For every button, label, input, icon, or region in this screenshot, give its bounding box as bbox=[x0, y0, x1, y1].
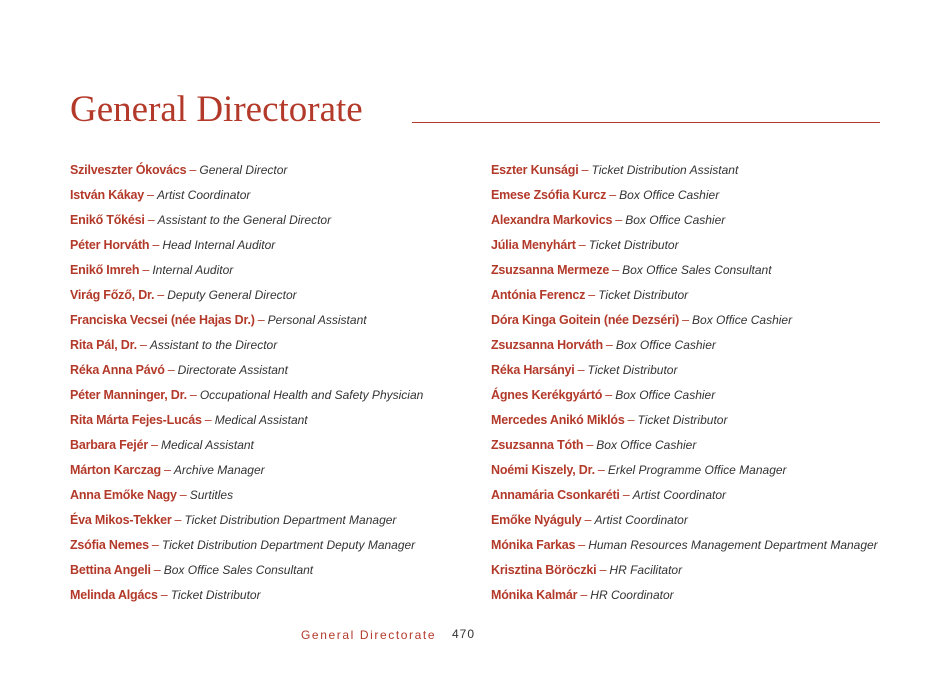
dash-separator: – bbox=[139, 338, 147, 352]
staff-name: Dóra Kinga Goitein (née Dezséri) bbox=[491, 313, 680, 327]
staff-role: General Director bbox=[199, 163, 288, 177]
staff-entry bbox=[491, 235, 878, 260]
staff-role: Assistant to the Director bbox=[149, 338, 278, 352]
staff-entry bbox=[491, 185, 878, 210]
dash-separator: – bbox=[627, 413, 635, 427]
staff-role: Box Office Cashier bbox=[625, 213, 726, 227]
staff-role: Surtitles bbox=[189, 488, 234, 502]
staff-role: HR Coordinator bbox=[590, 588, 674, 602]
staff-entry bbox=[491, 260, 878, 285]
staff-entry bbox=[491, 460, 878, 485]
staff-name: Melinda Algács bbox=[70, 588, 158, 602]
staff-name: Júlia Menyhárt bbox=[491, 238, 576, 252]
staff-name: Mónika Kalmár bbox=[491, 588, 578, 602]
staff-name: Zsófia Nemes bbox=[70, 538, 149, 552]
dash-separator: – bbox=[577, 363, 585, 377]
dash-separator: – bbox=[597, 463, 605, 477]
staff-role: Erkel Programme Office Manager bbox=[607, 463, 787, 477]
staff-entry bbox=[70, 510, 423, 535]
staff-name: Enikő Tőkési bbox=[70, 213, 145, 227]
title-rule bbox=[412, 122, 880, 123]
staff-role: Head Internal Auditor bbox=[162, 238, 276, 252]
dash-separator: – bbox=[682, 313, 690, 327]
staff-role: Ticket Distributor bbox=[170, 588, 261, 602]
staff-entry bbox=[491, 485, 878, 510]
staff-role: Ticket Distributor bbox=[587, 363, 678, 377]
staff-name: Zsuzsanna Horváth bbox=[491, 338, 603, 352]
staff-name: Zsuzsanna Mermeze bbox=[491, 263, 610, 277]
staff-role: Box Office Sales Consultant bbox=[163, 563, 314, 577]
staff-name: Alexandra Markovics bbox=[491, 213, 613, 227]
staff-name: Szilveszter Ókovács bbox=[70, 163, 187, 177]
staff-role: Assistant to the General Director bbox=[157, 213, 332, 227]
staff-entry bbox=[491, 160, 878, 185]
staff-entry bbox=[70, 335, 423, 360]
dash-separator: – bbox=[580, 588, 588, 602]
staff-entry bbox=[70, 585, 423, 610]
dash-separator: – bbox=[160, 588, 168, 602]
dash-separator: – bbox=[578, 238, 586, 252]
dash-separator: – bbox=[612, 263, 620, 277]
staff-entry bbox=[70, 360, 423, 385]
staff-entry bbox=[70, 260, 423, 285]
dash-separator: – bbox=[147, 213, 155, 227]
staff-role: Archive Manager bbox=[173, 463, 265, 477]
staff-list-right bbox=[491, 160, 878, 610]
dash-separator: – bbox=[153, 563, 161, 577]
staff-role: Ticket Distribution Department Deputy Manager bbox=[161, 538, 416, 552]
staff-entry bbox=[70, 435, 423, 460]
staff-role: Artist Coordinator bbox=[594, 513, 688, 527]
staff-entry bbox=[491, 210, 878, 235]
staff-role: Box Office Cashier bbox=[596, 438, 697, 452]
staff-role: Box Office Cashier bbox=[619, 188, 720, 202]
staff-name: Annamária Csonkaréti bbox=[491, 488, 620, 502]
dash-separator: – bbox=[622, 488, 630, 502]
dash-separator: – bbox=[157, 288, 165, 302]
dash-separator: – bbox=[586, 438, 594, 452]
staff-entry bbox=[70, 160, 423, 185]
staff-role: Box Office Cashier bbox=[615, 338, 716, 352]
dash-separator: – bbox=[257, 313, 265, 327]
footer-section-label: General Directorate bbox=[301, 628, 437, 642]
staff-name: Réka Harsányi bbox=[491, 363, 575, 377]
staff-entry bbox=[70, 410, 423, 435]
staff-role: Ticket Distributor bbox=[598, 288, 689, 302]
staff-entry bbox=[491, 285, 878, 310]
staff-role: Artist Coordinator bbox=[157, 188, 251, 202]
dash-separator: – bbox=[151, 438, 158, 452]
staff-name: Enikő Imreh bbox=[70, 263, 140, 277]
staff-role: Directorate Assistant bbox=[177, 363, 288, 377]
dash-separator: – bbox=[588, 288, 596, 302]
staff-entry bbox=[491, 435, 878, 460]
page-number: 470 bbox=[452, 627, 476, 641]
staff-entry bbox=[70, 460, 423, 485]
staff-role: Deputy General Director bbox=[167, 288, 297, 302]
staff-role: Ticket Distribution Assistant bbox=[591, 163, 739, 177]
dash-separator: – bbox=[605, 388, 613, 402]
staff-entry bbox=[70, 535, 423, 560]
staff-name: Rita Márta Fejes-Lucás bbox=[70, 413, 202, 427]
staff-role: Medical Assistant bbox=[214, 413, 308, 427]
dash-separator: – bbox=[189, 163, 197, 177]
staff-name: Virág Főző, Dr. bbox=[70, 288, 155, 302]
dash-separator: – bbox=[151, 538, 159, 552]
staff-role: Artist Coordinator bbox=[632, 488, 727, 502]
dash-separator: – bbox=[615, 213, 623, 227]
staff-name: Péter Horváth bbox=[70, 238, 150, 252]
staff-entry bbox=[491, 560, 878, 585]
dash-separator: – bbox=[605, 338, 613, 352]
staff-role: Box Office Sales Consultant bbox=[622, 263, 772, 277]
staff-name: István Kákay bbox=[70, 188, 145, 202]
staff-name: Péter Manninger, Dr. bbox=[70, 388, 187, 402]
dash-separator: – bbox=[174, 513, 182, 527]
dash-separator: – bbox=[581, 163, 589, 177]
dash-separator: – bbox=[584, 513, 592, 527]
staff-name: Eszter Kunsági bbox=[491, 163, 579, 177]
dash-separator: – bbox=[152, 238, 160, 252]
staff-name: Mercedes Anikó Miklós bbox=[491, 413, 625, 427]
staff-entry bbox=[70, 185, 423, 210]
staff-role: HR Facilitator bbox=[609, 563, 683, 577]
dash-separator: – bbox=[599, 563, 607, 577]
staff-role: Personal Assistant bbox=[267, 313, 367, 327]
staff-entry bbox=[70, 235, 423, 260]
staff-role: Ticket Distributor bbox=[588, 238, 679, 252]
staff-name: Mónika Farkas bbox=[491, 538, 576, 552]
dash-separator: – bbox=[179, 488, 187, 502]
staff-name: Barbara Fejér bbox=[70, 438, 148, 452]
staff-entry bbox=[491, 535, 878, 560]
staff-entry bbox=[491, 510, 878, 535]
staff-role: Ticket Distributor bbox=[637, 413, 728, 427]
staff-role: Internal Auditor bbox=[152, 263, 234, 277]
staff-name: Zsuzsanna Tóth bbox=[491, 438, 584, 452]
dash-separator: – bbox=[142, 263, 150, 277]
staff-name: Emese Zsófia Kurcz bbox=[491, 188, 607, 202]
staff-name: Franciska Vecsei (née Hajas Dr.) bbox=[70, 313, 255, 327]
staff-entry bbox=[70, 560, 423, 585]
staff-entry bbox=[70, 285, 423, 310]
staff-name: Ágnes Kerékgyártó bbox=[491, 388, 603, 402]
staff-name: Rita Pál, Dr. bbox=[70, 338, 137, 352]
staff-name: Anna Emőke Nagy bbox=[70, 488, 177, 502]
staff-name: Noémi Kiszely, Dr. bbox=[491, 463, 595, 477]
dash-separator: – bbox=[163, 463, 171, 477]
staff-name: Emőke Nyáguly bbox=[491, 513, 582, 527]
staff-entry bbox=[70, 210, 423, 235]
staff-name: Márton Karczag bbox=[70, 463, 161, 477]
staff-entry bbox=[491, 385, 878, 410]
staff-entry bbox=[491, 410, 878, 435]
dash-separator: – bbox=[609, 188, 617, 202]
staff-role: Occupational Health and Safety Physician bbox=[199, 388, 424, 402]
dash-separator: – bbox=[578, 538, 586, 552]
staff-role: Box Office Cashier bbox=[615, 388, 716, 402]
page-title: General Directorate bbox=[70, 89, 363, 130]
staff-entry bbox=[491, 310, 878, 335]
staff-entry bbox=[70, 485, 423, 510]
staff-entry bbox=[491, 335, 878, 360]
dash-separator: – bbox=[167, 363, 175, 377]
dash-separator: – bbox=[147, 188, 154, 202]
staff-role: Box Office Cashier bbox=[692, 313, 793, 327]
staff-entry bbox=[491, 360, 878, 385]
staff-list-left bbox=[70, 160, 423, 610]
staff-name: Krisztina Böröczki bbox=[491, 563, 597, 577]
staff-entry bbox=[491, 585, 878, 610]
staff-name: Bettina Angeli bbox=[70, 563, 151, 577]
staff-role: Human Resources Management Department Manager bbox=[588, 538, 878, 552]
staff-entry bbox=[70, 310, 423, 335]
dash-separator: – bbox=[204, 413, 212, 427]
staff-entry bbox=[70, 385, 423, 410]
staff-name: Antónia Ferencz bbox=[491, 288, 586, 302]
staff-name: Éva Mikos-Tekker bbox=[70, 513, 172, 527]
dash-separator: – bbox=[189, 388, 197, 402]
staff-name: Réka Anna Pávó bbox=[70, 363, 165, 377]
staff-role: Ticket Distribution Department Manager bbox=[184, 513, 397, 527]
staff-role: Medical Assistant bbox=[160, 438, 254, 452]
